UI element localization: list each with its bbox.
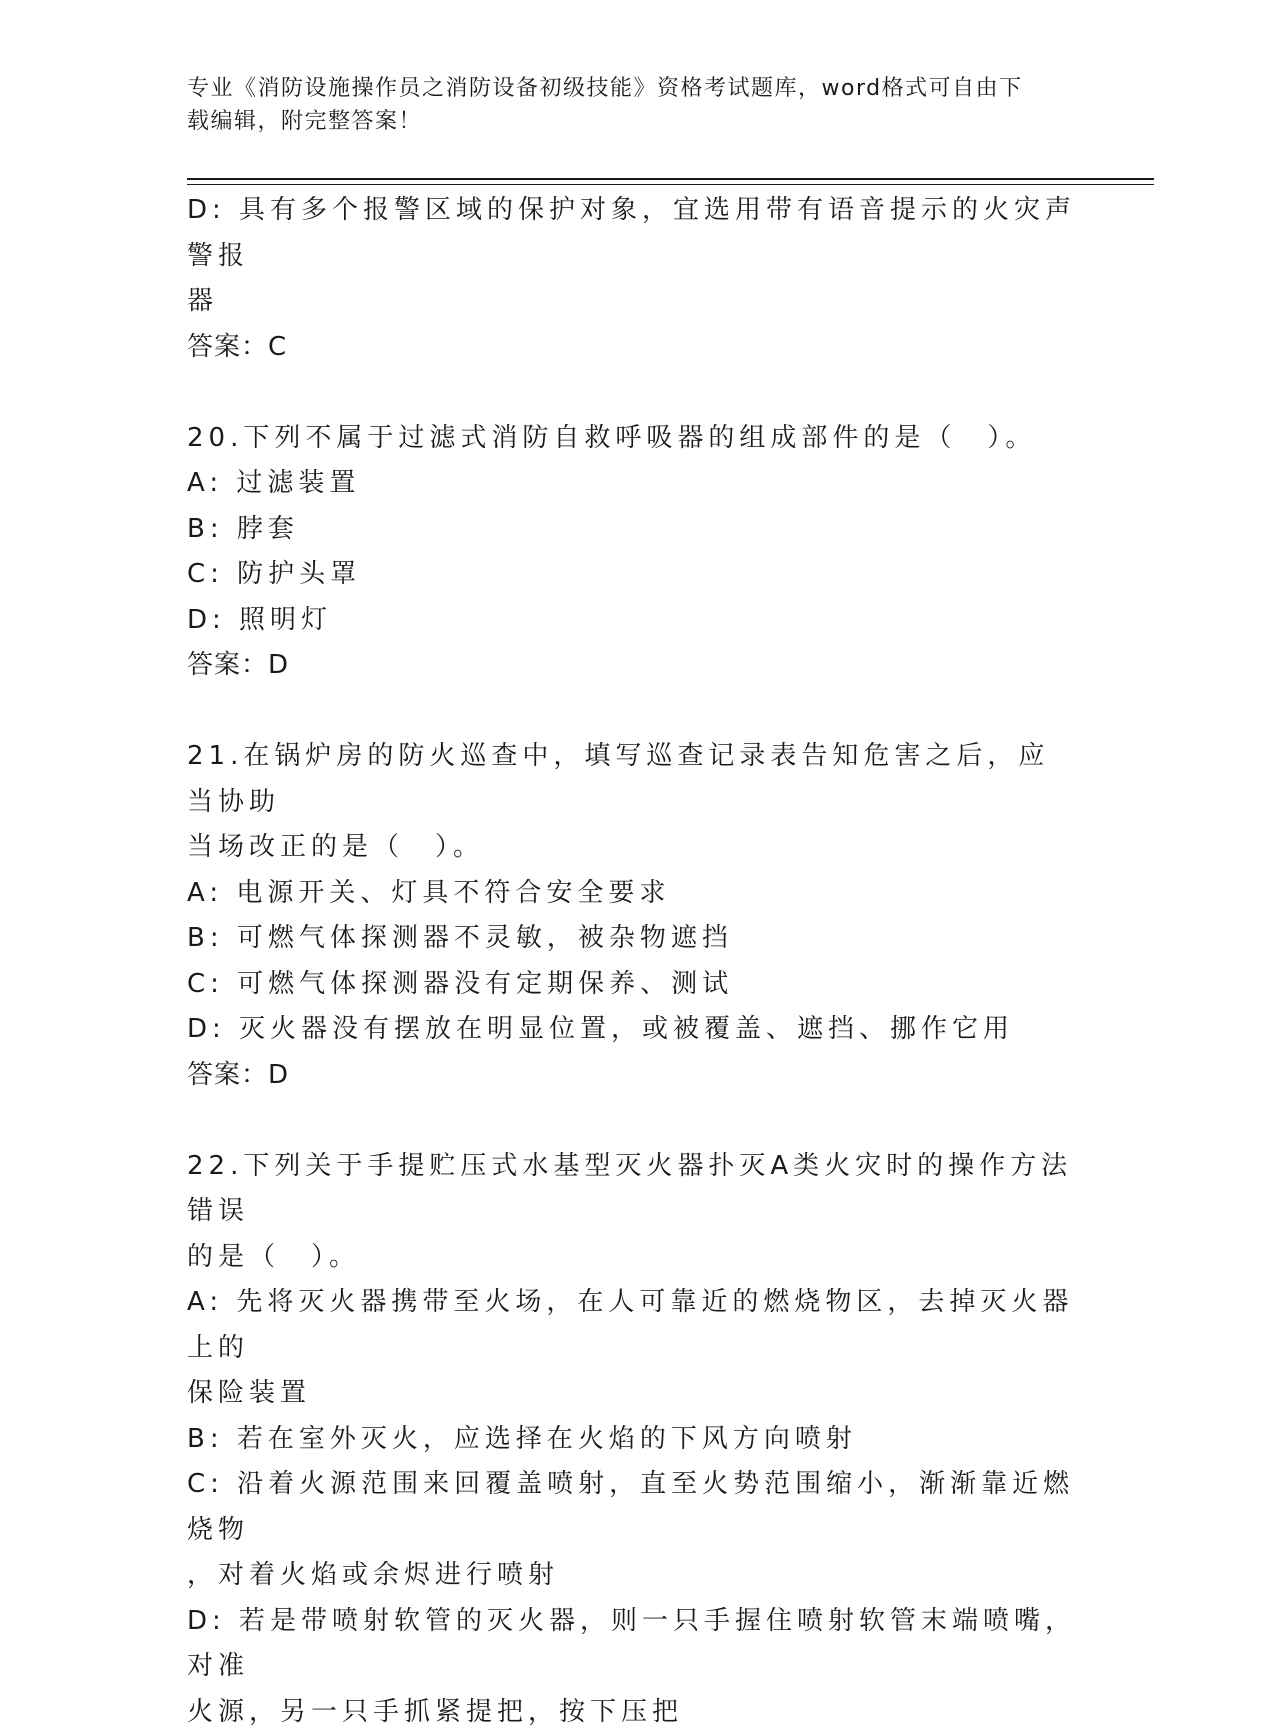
option-b: B: 若在室外灭火，应选择在火焰的下风方向喷射 bbox=[187, 1417, 1077, 1463]
answer-line: 答案：C bbox=[187, 325, 1077, 371]
spacer bbox=[187, 689, 1077, 735]
option-a: A: 电源开关、灯具不符合安全要求 bbox=[187, 871, 1077, 917]
header-divider-thick bbox=[187, 178, 1154, 180]
option-c: C: 防护头罩 bbox=[187, 552, 1077, 598]
question-21 bbox=[187, 734, 1077, 1098]
question-stem: 21.在锅炉房的防火巡查中，填写巡查记录表告知危害之后，应当协助 bbox=[187, 734, 1077, 825]
question-stem: 当场改正的是（ ）。 bbox=[187, 825, 1077, 871]
option-c: ，对着火焰或余烬进行喷射 bbox=[187, 1553, 1077, 1599]
option-d: D: 灭火器没有摆放在明显位置，或被覆盖、遮挡、挪作它用 bbox=[187, 1007, 1077, 1053]
option-b: B: 可燃气体探测器不灵敏，被杂物遮挡 bbox=[187, 916, 1077, 962]
question-stem: 的是（ ）。 bbox=[187, 1235, 1077, 1281]
option-c: C: 可燃气体探测器没有定期保养、测试 bbox=[187, 962, 1077, 1008]
spacer bbox=[187, 1098, 1077, 1144]
option-a: A: 先将灭火器携带至火场，在人可靠近的燃烧物区，去掉灭火器上的 bbox=[187, 1280, 1077, 1371]
question-22 bbox=[187, 1144, 1077, 1735]
answer-line: 答案：D bbox=[187, 643, 1077, 689]
header-divider-thin bbox=[187, 184, 1154, 185]
option-c: C: 沿着火源范围来回覆盖喷射，直至火势范围缩小，渐渐靠近燃烧物 bbox=[187, 1462, 1077, 1553]
option-a: A: 过滤装置 bbox=[187, 461, 1077, 507]
header-line-2: 载编辑，附完整答案！ bbox=[187, 105, 1067, 138]
header-line-1: 专业《消防设施操作员之消防设备初级技能》资格考试题库，word格式可自由下 bbox=[187, 72, 1067, 105]
option-line: 器 bbox=[187, 279, 1077, 325]
answer-line: 答案：D bbox=[187, 1053, 1077, 1099]
question-content bbox=[187, 188, 1077, 1735]
question-stem: 20.下列不属于过滤式消防自救呼吸器的组成部件的是（ ）。 bbox=[187, 416, 1077, 462]
option-a: 保险装置 bbox=[187, 1371, 1077, 1417]
question-20 bbox=[187, 416, 1077, 689]
option-line: D: 具有多个报警区域的保护对象，宜选用带有语音提示的火灾声警报 bbox=[187, 188, 1077, 279]
carryover-option-d bbox=[187, 188, 1077, 325]
spacer bbox=[187, 370, 1077, 416]
option-b: B: 脖套 bbox=[187, 507, 1077, 553]
option-d: 火源，另一只手抓紧提把，按下压把 bbox=[187, 1690, 1077, 1735]
document-header bbox=[187, 72, 1067, 138]
option-d: D: 若是带喷射软管的灭火器，则一只手握住喷射软管末端喷嘴，对准 bbox=[187, 1599, 1077, 1690]
question-stem: 22.下列关于手提贮压式水基型灭火器扑灭A类火灾时的操作方法错误 bbox=[187, 1144, 1077, 1235]
option-d: D: 照明灯 bbox=[187, 598, 1077, 644]
